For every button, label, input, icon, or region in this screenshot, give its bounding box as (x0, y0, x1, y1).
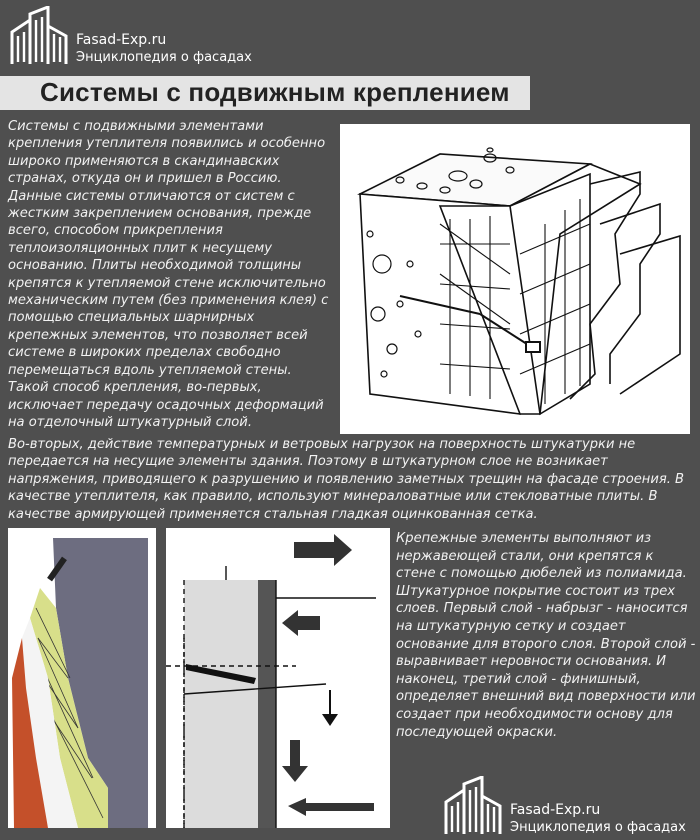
building-facade-icon (8, 6, 70, 66)
page-title: Системы с подвижным креплением (40, 77, 510, 107)
title-bar (0, 76, 530, 110)
fasteners-paragraph: Крепежные элементы выполняют из нержавеющей стали, они крепятся к стене с помощью дюбелей из полиамида. Штукатурное покрытие состоит из трех слоев. Первый слой - набрызг - наносится на штукатурную сетку и создает основание для второго слоя. Второй слой - выравнивает неровности основания. И наконец, третий слой - финишный, определяет внешний вид поверхности или создает при необходимости основу для последующей окраски. (396, 531, 696, 740)
building-facade-icon (442, 776, 504, 836)
facade-layers-illustration (8, 528, 156, 828)
wall-section-diagram (166, 528, 390, 828)
continuation-paragraph: Во-вторых, действие температурных и ветровых нагрузок на поверхность штукатурки не передается на несущие элементы здания. Поэтому в штукатурном слое не возникает напряжения, приводящего к разрушению и появлению заметных трещин на фасаде строения. В качестве утеплителя, как правило, используют минераловатные или стекловатные плиты. В качестве армирующей применяется стальная гладкая оцинкованная сетка. (8, 437, 685, 522)
logo-site-name: Fasad-Exp.ru (76, 32, 167, 48)
intro-paragraph: Системы с подвижными элементами крепления утеплителя появились и особенно широко применяются в скандинавских странах, откуда он и пришел в Россию. Данные системы отличаются от систем с жестким закреплением основания, прежде всего, способом прикрепления теплоизоляционных плит к несущему основанию. Плиты необходимой толщины крепятся к утепляемой стене исключительно механическим путем (без применения клея) с помощью специальных шарнирных крепежных элементов, что позволяет всей системе в широких пределах свободно перемещаться вдоль утепляемой стены. Такой способ крепления, во-первых, исключает передачу осадочных деформаций на отделочный штукатурный слой. (8, 119, 329, 430)
site-logo-bottom[interactable] (442, 776, 686, 836)
logo-tagline: Энциклопедия о фасадах (76, 50, 252, 65)
logo-site-name: Fasad-Exp.ru (510, 802, 601, 818)
wall-system-illustration (340, 124, 690, 434)
site-logo-top[interactable] (8, 6, 252, 66)
logo-tagline: Энциклопедия о фасадах (510, 820, 686, 835)
